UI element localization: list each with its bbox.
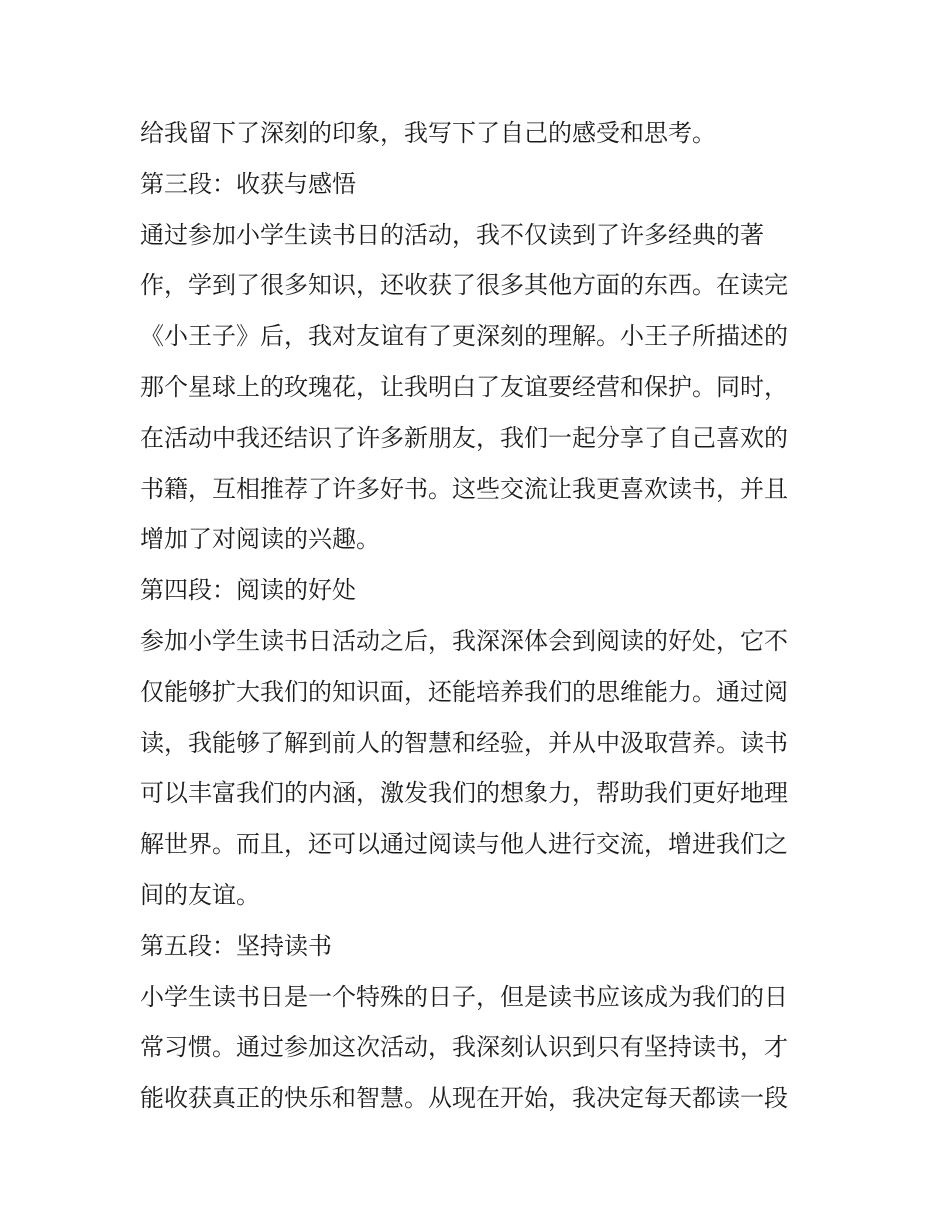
text-line: 仅能够扩大我们的知识面，还能培养我们的思维能力。通过阅 [140, 677, 788, 706]
text-line: 可以丰富我们的内涵，激发我们的想象力，帮助我们更好地理 [140, 779, 788, 808]
text-line: 参加小学生读书日活动之后，我深深体会到阅读的好处，它不 [140, 626, 788, 655]
text-line: 增加了对阅读的兴趣。 [140, 525, 380, 554]
document-body [140, 108, 820, 1124]
text-line: 通过参加小学生读书日的活动，我不仅读到了许多经典的著 [140, 220, 764, 249]
text-line: 小学生读书日是一个特殊的日子，但是读书应该成为我们的日 [140, 982, 788, 1011]
text-line: 《小王子》后，我对友谊有了更深刻的理解。小王子所描述的 [140, 322, 788, 351]
text-line: 解世界。而且，还可以通过阅读与他人进行交流，增进我们之 [140, 830, 788, 859]
text-line: 给我留下了深刻的印象，我写下了自己的感受和思考。 [140, 119, 716, 147]
section-heading: 第三段：收获与感悟 [140, 169, 356, 198]
text-line: 书籍，互相推荐了许多好书。这些交流让我更喜欢读书，并且 [140, 474, 788, 503]
text-line: 能收获真正的快乐和智慧。从现在开始，我决定每天都读一段 [140, 1084, 788, 1113]
text-line: 作，学到了很多知识，还收获了很多其他方面的东西。在读完 [140, 271, 788, 300]
text-line: 读，我能够了解到前人的智慧和经验，并从中汲取营养。读书 [140, 728, 788, 757]
section-heading: 第四段：阅读的好处 [140, 576, 356, 605]
text-line: 常习惯。通过参加这次活动，我深刻认识到只有坚持读书，才 [140, 1033, 788, 1062]
text-line: 间的友谊。 [140, 880, 260, 909]
text-line: 那个星球上的玫瑰花，让我明白了友谊要经营和保护。同时， [140, 372, 788, 401]
text-line: 在活动中我还结识了许多新朋友，我们一起分享了自己喜欢的 [140, 423, 788, 452]
section-heading: 第五段：坚持读书 [140, 931, 332, 960]
